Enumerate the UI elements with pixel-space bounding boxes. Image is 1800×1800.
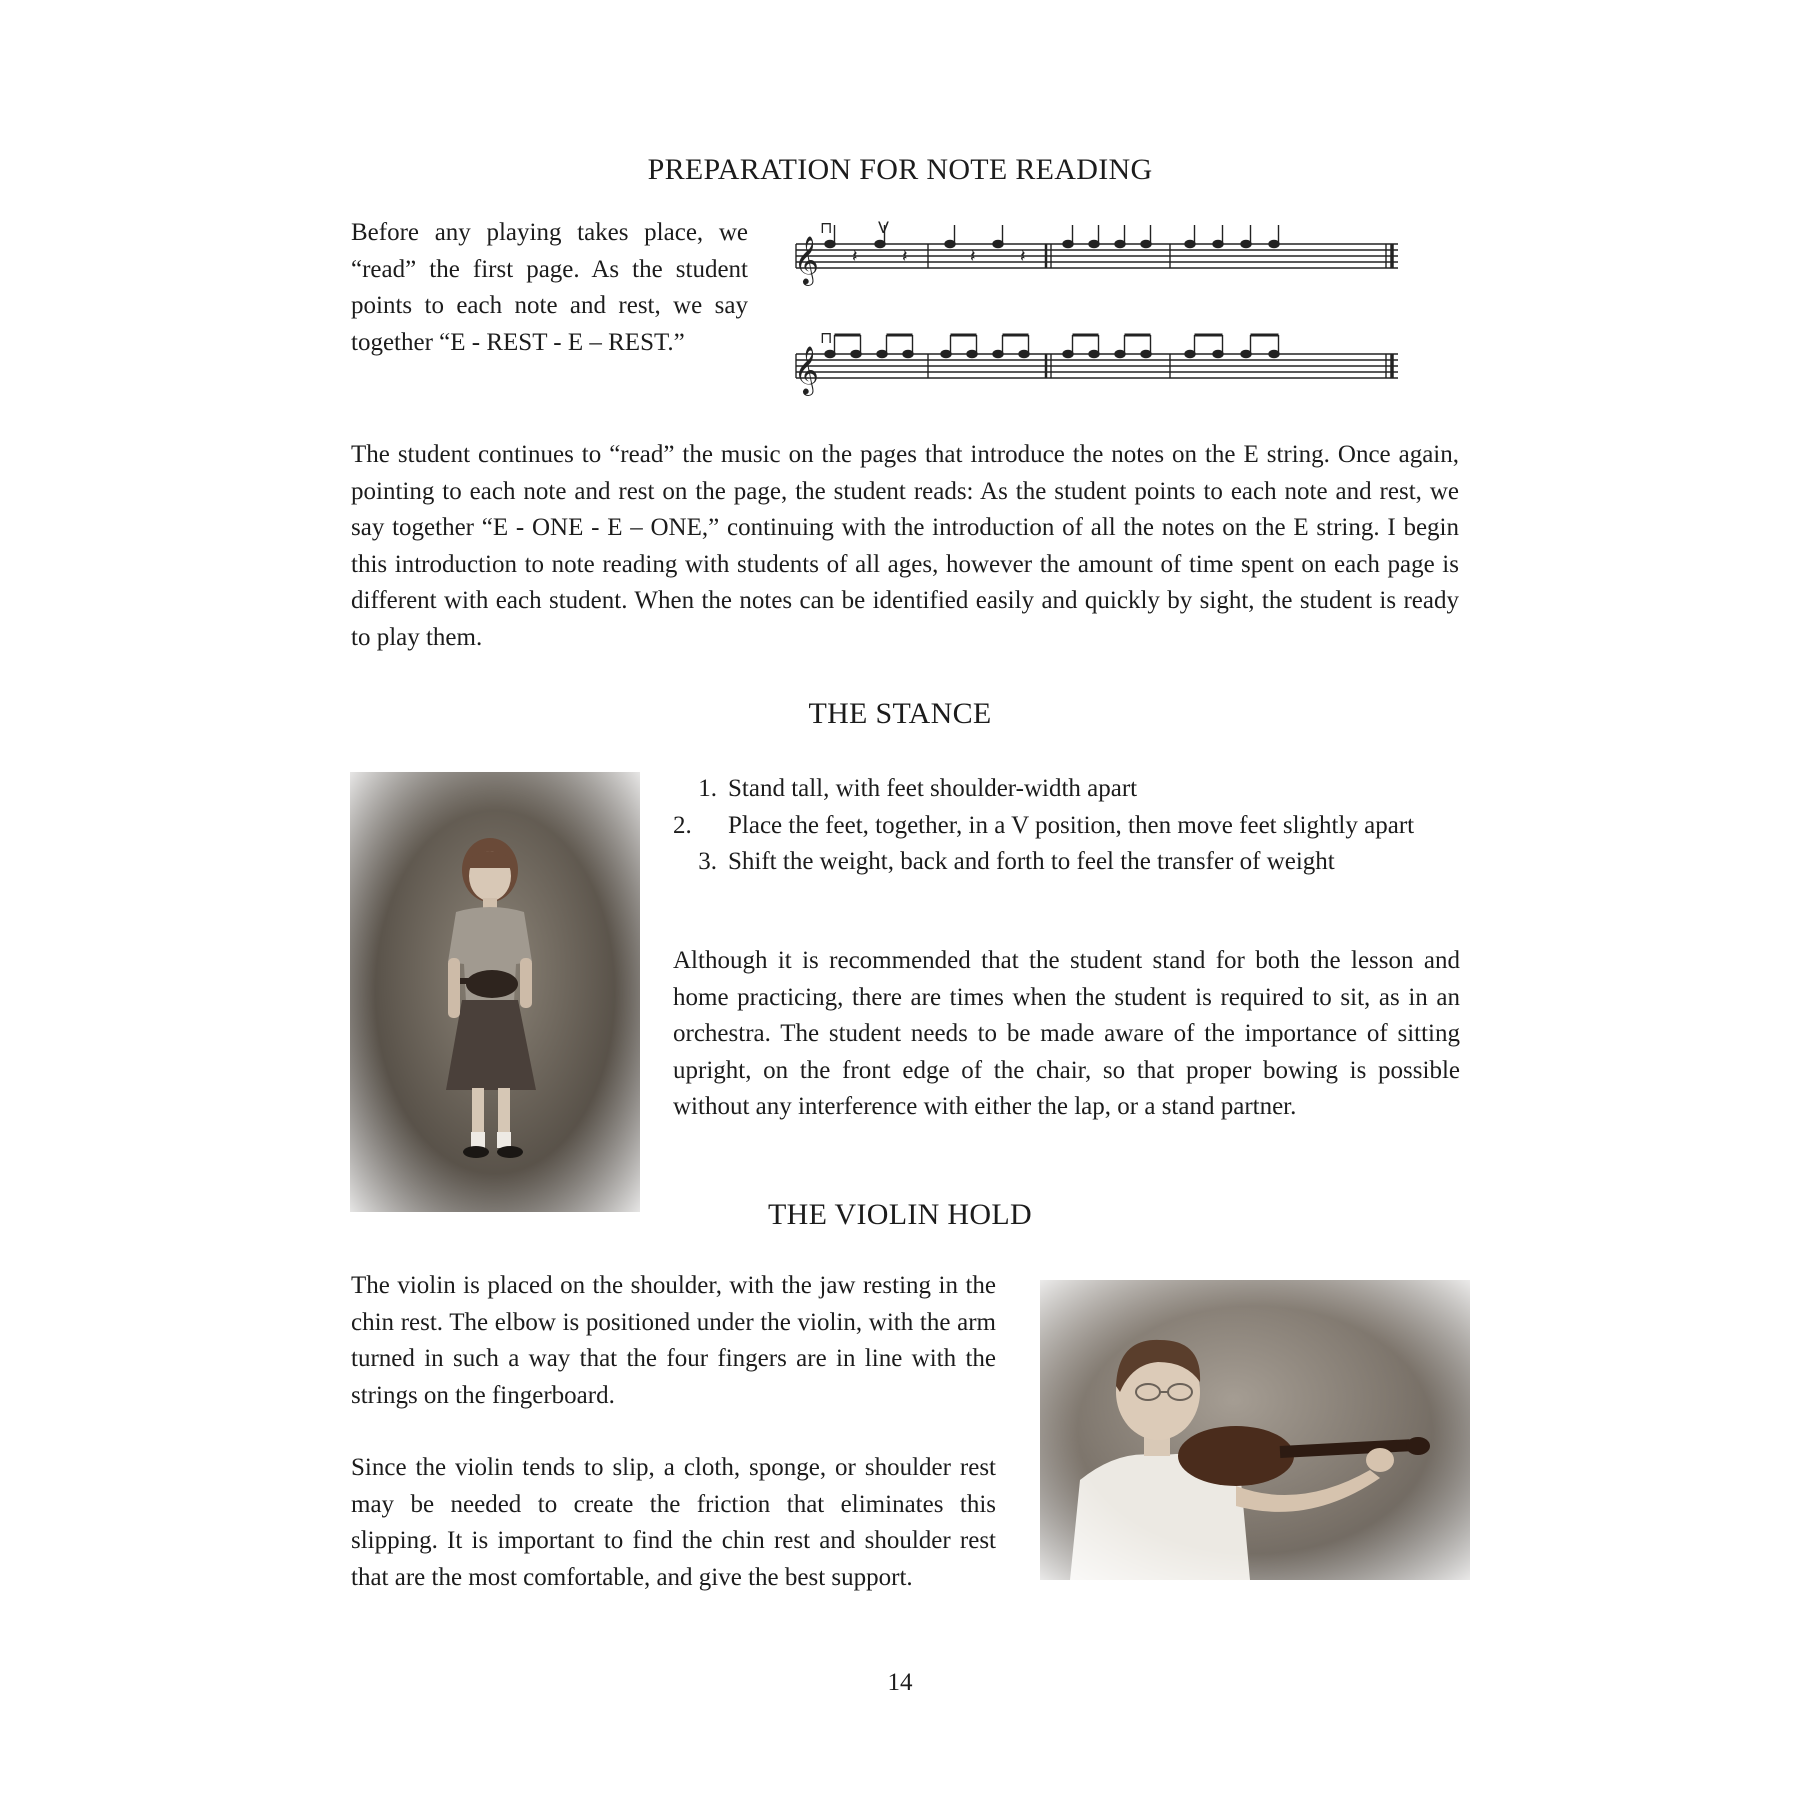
stance-step (673, 844, 1460, 881)
page-number: 14 (887, 1669, 913, 1696)
treble-clef-icon: 𝄞 (794, 235, 819, 284)
treble-clef-icon: 𝄞 (794, 345, 819, 394)
violin-hold-paragraph-1: The violin is placed on the shoulder, with the jaw resting in the chin rest. The elbow is positioned under the violin, with the arm turned in such a way that the four fingers are in line with the strings on the fingerboard. (351, 1272, 996, 1409)
music-staff-line-2 (788, 330, 1408, 400)
down-bow-mark: ⊓ (820, 330, 833, 347)
girl-with-violin-photo (350, 772, 640, 1212)
svg-text:𝄽: 𝄽 (852, 246, 858, 267)
violin-hold-paragraph-2: Since the violin tends to slip, a cloth, sponge, or shoulder rest may be needed to create the friction that eliminates this slipping. It is important to find the chin rest and shoulder rest that are the most comfortable, and give the best support. (351, 1454, 996, 1591)
note-reading-intro: Before any playing takes place, we “read” the first page. As the student points to each note and rest, we say together “E - REST - E – REST.” (351, 219, 748, 356)
stance-heading: THE STANCE (808, 697, 992, 730)
stance-step-number: 2. (673, 811, 692, 839)
stance-step-text: Stand tall, with feet shoulder-width apart (728, 775, 1138, 802)
stance-step (673, 808, 1460, 845)
note-reading-heading: PREPARATION FOR NOTE READING (647, 153, 1153, 186)
stance-step-text: Shift the weight, back and forth to feel the transfer of weight (728, 848, 1335, 875)
stance-steps-list (673, 771, 1460, 881)
svg-text:𝄽: 𝄽 (970, 246, 976, 267)
stance-step-number: 1. (698, 775, 717, 802)
boy-playing-violin-photo (1040, 1280, 1470, 1580)
music-staff-line-1 (788, 220, 1408, 290)
svg-text:𝄽: 𝄽 (1020, 246, 1026, 267)
svg-text:𝄽: 𝄽 (902, 246, 908, 267)
down-bow-mark: ⊓ (820, 220, 833, 237)
stance-step-text: Place the feet, together, in a V position, then move feet slightly apart (728, 811, 1415, 839)
stance-step-number: 3. (698, 848, 717, 875)
stance-paragraph: Although it is recommended that the student stand for both the lesson and home practicing, there are times when the student is required to sit, as in an orchestra. The student needs to be made aware of the importance of sitting upright, on the front edge of the chair, so that proper bowing is possible without any interference with either the lap, or a stand partner. (673, 947, 1460, 1120)
up-bow-mark: V (878, 220, 889, 237)
stance-step (673, 771, 1460, 808)
note-reading-paragraph: The student continues to “read” the music on the pages that introduce the notes on the E string. Once again, pointing to each note and rest on the page, the student reads: As the student points to each note and rest, we say together “E - ONE - E – ONE,” continuing with the introduction of all the notes on the E string. I begin this introduction to note reading with students of all ages, however the amount of time spent on each page is different with each student. When the notes can be identified easily and quickly by sight, the student is ready to play them. (351, 441, 1459, 651)
violin-hold-heading: THE VIOLIN HOLD (768, 1198, 1032, 1231)
